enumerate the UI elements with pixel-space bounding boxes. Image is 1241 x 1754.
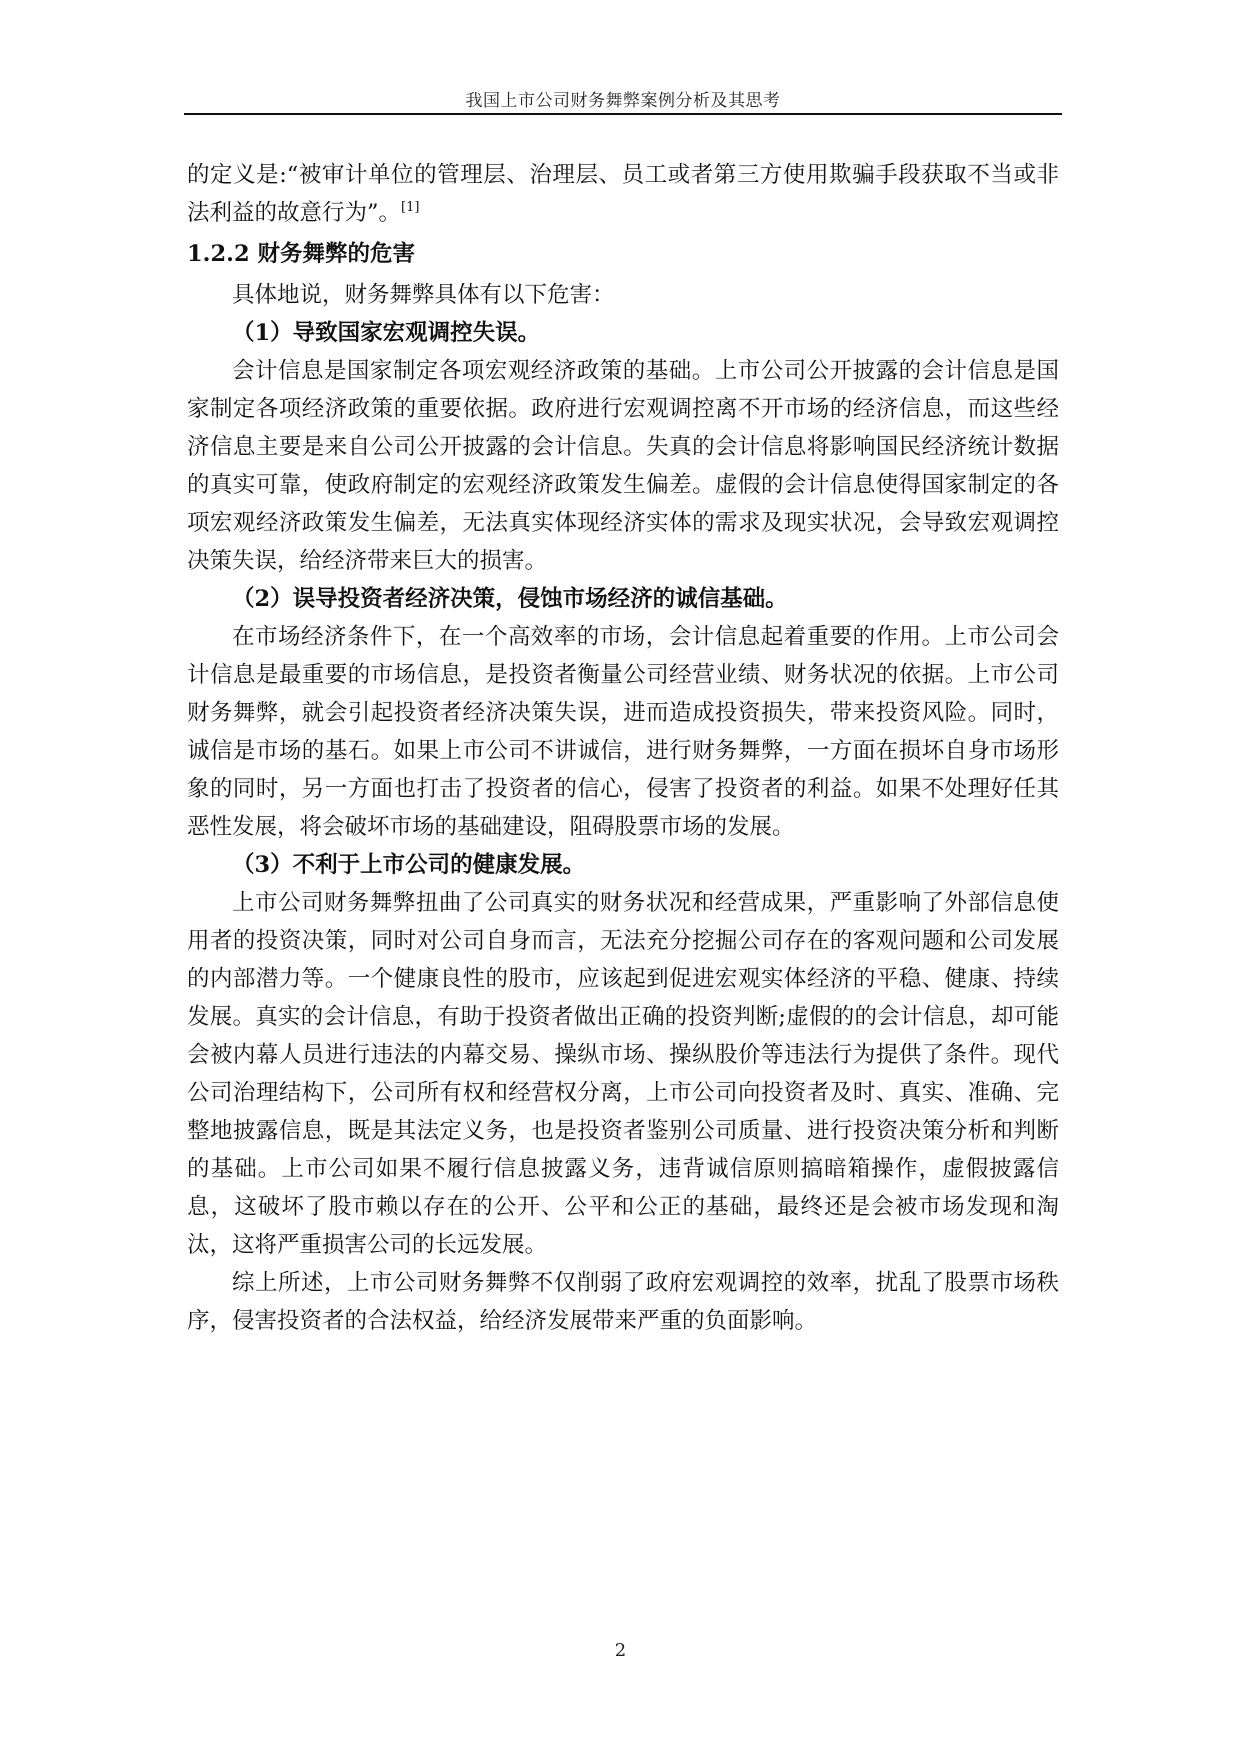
header-rule [184, 113, 1062, 115]
page-number: 2 [614, 1640, 627, 1661]
paragraph-2: 在市场经济条件下，在一个高效率的市场，会计信息起着重要的作用。上市公司会计信息是最重要的市场信息，是投资者衡量公司经营业绩、财务状况的依据。上市公司财务舞弊，就会引起投资者经济决策失误，进而造成投资损失，带来投资风险。同时，诚信是市场的基石。如果上市公司不讲诚信，进行财务舞弊，一方面在损坏自身市场形象的同时，另一方面也打击了投资者的信心，侵害了投资者的利益。如果不处理好任其恶性发展，将会破坏市场的基础建设，阻碍股票市场的发展。 [187, 624, 1059, 840]
item-heading-1: （1）导致国家宏观调控失误。 [232, 320, 541, 346]
paragraph-intro: 具体地说，财务舞弊具体有以下危害： [232, 282, 615, 308]
citation-ref: [1] [401, 200, 420, 215]
section-heading: 1.2.2 财务舞弊的危害 [187, 241, 415, 267]
paragraph-conclusion: 综上所述，上市公司财务舞弊不仅削弱了政府宏观调控的效率，扰乱了股票市场秩序，侵害投资者的合法权益，给经济发展带来严重的负面影响。 [187, 1270, 1059, 1334]
item-heading-3: （3）不利于上市公司的健康发展。 [232, 852, 586, 878]
item-heading-2: （2）误导投资者经济决策，侵蚀市场经济的诚信基础。 [232, 586, 788, 612]
running-header-title: 我国上市公司财务舞弊案例分析及其思考 [465, 91, 781, 111]
paragraph-1: 会计信息是国家制定各项宏观经济政策的基础。上市公司公开披露的会计信息是国家制定各项经济政策的重要依据。政府进行宏观调控离不开市场的经济信息，而这些经济信息主要是来自公司公开披露的会计信息。失真的会计信息将影响国民经济统计数据的真实可靠，使政府制定的宏观经济政策发生偏差。虚假的会计信息使得国家制定的各项宏观经济政策发生偏差，无法真实体现经济实体的需求及现实状况，会导致宏观调控决策失误，给经济带来巨大的损害。 [187, 358, 1059, 574]
paragraph-3: 上市公司财务舞弊扭曲了公司真实的财务状况和经营成果，严重影响了外部信息使用者的投资决策，同时对公司自身而言，无法充分挖掘公司存在的客观问题和公司发展的内部潜力等。一个健康良性的股市，应该起到促进宏观实体经济的平稳、健康、持续发展。真实的会计信息，有助于投资者做出正确的投资判断;虚假的的会计信息，却可能会被内幕人员进行违法的内幕交易、操纵市场、操纵股价等违法行为提供了条件。现代公司治理结构下，公司所有权和经营权分离，上市公司向投资者及时、真实、准确、完整地披露信息，既是其法定义务，也是投资者鉴别公司质量、进行投资决策分析和判断的基础。上市公司如果不履行信息披露义务，违背诚信原则搞暗箱操作，虚假披露信息，这破坏了股市赖以存在的公开、公平和公正的基础，最终还是会被市场发现和淘汰，这将严重损害公司的长远发展。 [187, 890, 1059, 1258]
page-body [187, 156, 1059, 1340]
paragraph-definition [187, 156, 1059, 232]
paragraph-definition-text: 的定义是:“被审计单位的管理层、治理层、员工或者第三方使用欺骗手段获取不当或非法利益的故意行为”。 [187, 162, 1059, 226]
